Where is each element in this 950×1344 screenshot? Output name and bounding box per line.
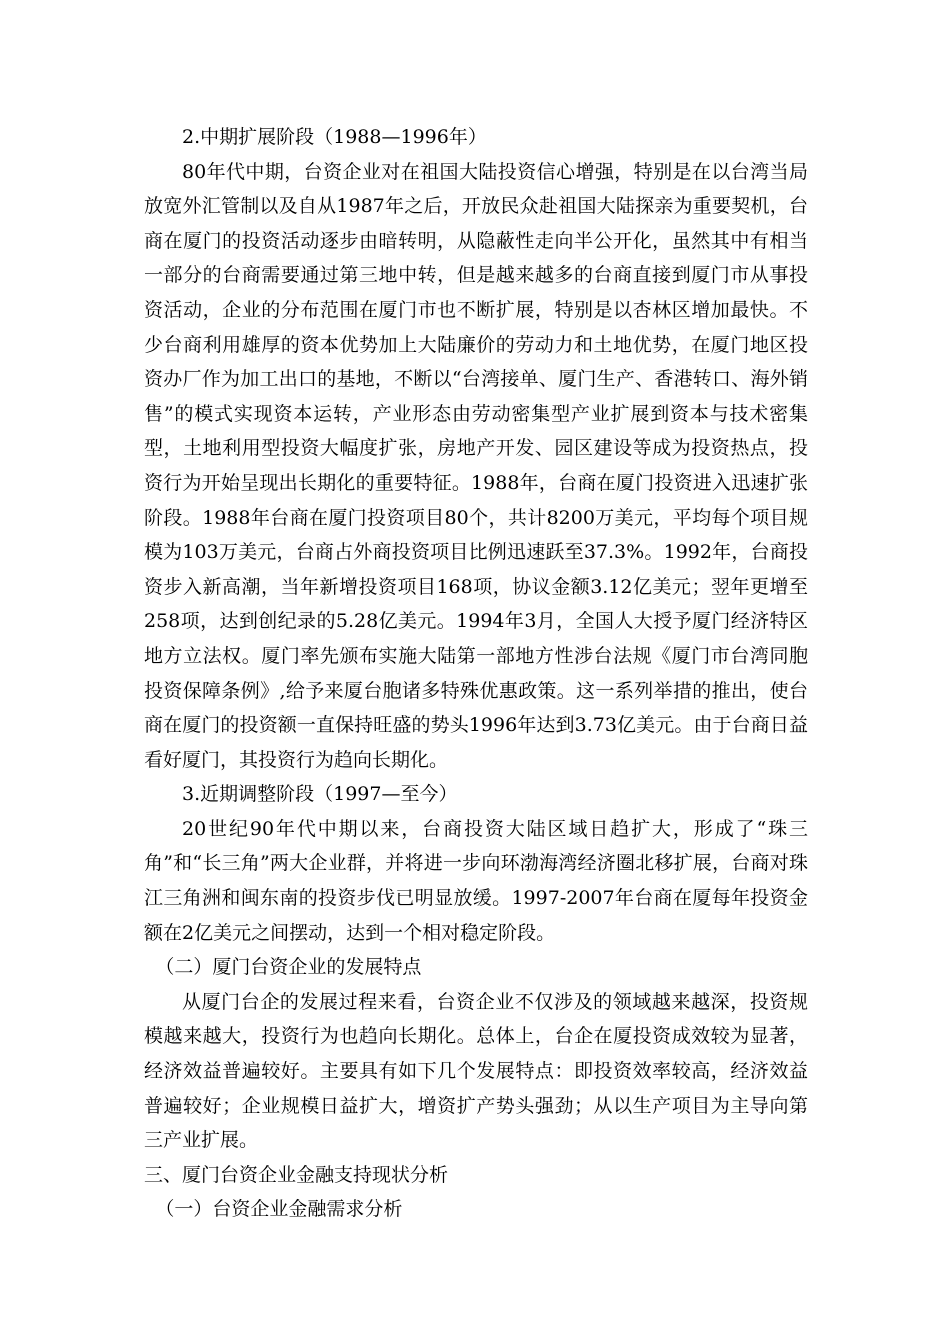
section-heading-recent-adjustment: 3.近期调整阶段（1997—至今） [182, 783, 458, 806]
section-heading-development-features: （二）厦门台资企业的发展特点 [155, 956, 422, 979]
section-heading-financial-demand: （一）台资企业金融需求分析 [155, 1198, 403, 1221]
section-heading-mid-expansion: 2.中期扩展阶段（1988—1996年） [182, 126, 487, 148]
chapter-heading-financial-support: 三、厦门台资企业金融支持现状分析 [144, 1163, 449, 1186]
paragraph-development-features-body: 从厦门台企的发展过程来看，台资企业不仅涉及的领域越来越深，投资规模越来越大，投资行为也趋向长期化。总体上，台企在厦投资成效较为显著，经济效益普遍较好。主要具有如下几个发展特点：即投资效率较高，经济效益普遍较好；企业规模日益扩大，增资扩产势头强劲；从以生产项目为主导向第三产业扩展。 [144, 990, 808, 1152]
document-body [144, 120, 808, 1227]
paragraph-mid-expansion-body: 80年代中期，台资企业对在祖国大陆投资信心增强，特别是在以台湾当局放宽外汇管制以及自从1987年之后，开放民众赴祖国大陆探亲为重要契机，台商在厦门的投资活动逐步由暗转明，从隐蔽性走向半公开化，虽然其中有相当一部分的台商需要通过第三地中转，但是越来越多的台商直接到厦门市从事投资活动，企业的分布范围在厦门市也不断扩展，特别是以杏林区增加最快。不少台商利用雄厚的资本优势加上大陆廉价的劳动力和土地优势，在厦门地区投资办厂作为加工出口的基地，不断以“台湾接单、厦门生产、香港转口、海外销售”的模式实现资本运转，产业形态由劳动密集型产业扩展到资本与技术密集型，土地利用型投资大幅度扩张，房地产开发、园区建设等成为投资热点，投资行为开始呈现出长期化的重要特征。1988年，台商在厦门投资进入迅速扩张阶段。1988年台商在厦门投资项目80个，共计8200万美元，平均每个项目规模为103万美元，台商占外商投资项目比例迅速跃至37.3%。1992年，台商投资步入新高潮，当年新增投资项目168项，协议金额3.12亿美元；翌年更增至258项，达到创纪录的5.28亿美元。1994年3月，全国人大授予厦门经济特区地方立法权。厦门率先颁布实施大陆第一部地方性涉台法规《厦门市台湾同胞投资保障条例》,给予来厦台胞诸多特殊优惠政策。这一系列举措的推出，使台商在厦门的投资额一直保持旺盛的势头1996年达到3.73亿美元。由于台商日益看好厦门，其投资行为趋向长期化。 [144, 160, 808, 771]
paragraph-recent-adjustment-body: 20世纪90年代中期以来，台商投资大陆区域日趋扩大，形成了“珠三角”和“长三角”两大企业群，并将进一步向环渤海湾经济圈北移扩展，台商对珠江三角洲和闽东南的投资步伐已明显放缓。1997-2007年台商在厦每年投资金额在2亿美元之间摆动，达到一个相对稳定阶段。 [144, 817, 808, 944]
